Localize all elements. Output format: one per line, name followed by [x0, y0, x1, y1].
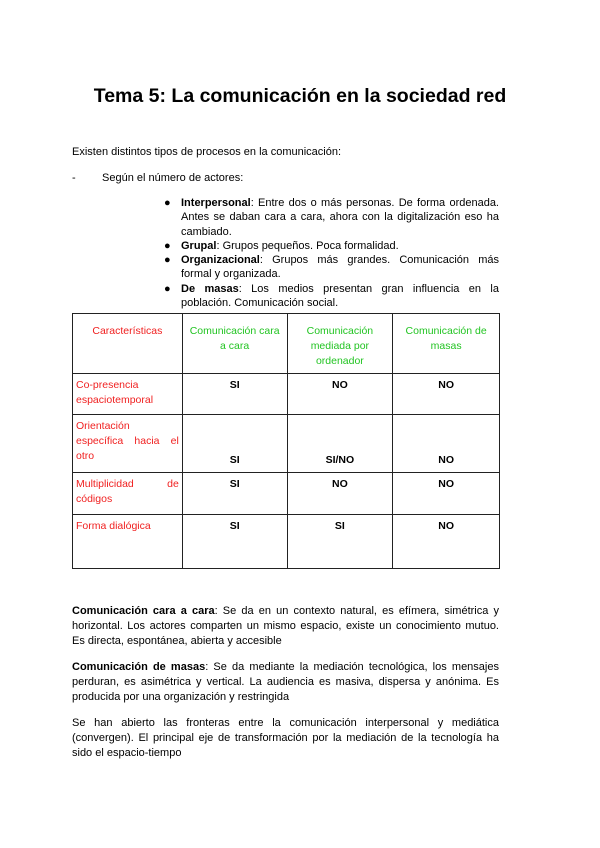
header-cell: Características [73, 314, 183, 374]
bullet-text: : Grupos más grandes. Comunicación más formal y organizada. [181, 254, 499, 281]
bullet-term: Interpersonal [181, 197, 251, 209]
intro-paragraph: Existen distintos tipos de procesos en la comunicación: [72, 146, 342, 158]
comparison-table [72, 313, 500, 569]
section-convergence [72, 716, 499, 761]
dash-item-text: Según el número de actores: [102, 172, 244, 184]
bullet-icon: ● [164, 197, 171, 209]
cell: SI/NO [287, 415, 393, 473]
header-cell: Comunicación cara a cara [182, 314, 287, 374]
table-header-row [73, 314, 500, 374]
bullet-icon: ● [164, 282, 171, 295]
table-row [73, 515, 500, 569]
row-label: Forma dialógica [73, 515, 183, 569]
cell: NO [393, 415, 500, 473]
bullet-text: : Los medios presentan gran influencia en la población. Comunicación social. [181, 282, 499, 310]
cell: NO [393, 473, 500, 515]
cell: NO [287, 473, 393, 515]
cell: SI [182, 515, 287, 569]
bullet-icon: ● [164, 254, 171, 267]
list-item [164, 253, 499, 282]
bullet-text: : Entre dos o más personas. De forma ordenada. Antes se daban cara a cara, ahora con la digitalización eso ha cambiado. [181, 197, 499, 238]
bullet-text: : Grupos pequeños. Poca formalidad. [216, 239, 399, 252]
section-term: Comunicación de masas [72, 661, 206, 673]
row-label: Co-presencia espaciotemporal [73, 374, 183, 415]
cell: SI [287, 515, 393, 569]
bullet-term: Grupal [181, 239, 217, 252]
section-term: Comunicación cara a cara [72, 605, 215, 617]
row-label: Multiplicidad de códigos [73, 473, 183, 515]
list-item [164, 239, 499, 253]
bullet-term: Organizacional [181, 254, 260, 267]
bullet-icon: ● [164, 239, 171, 252]
section-cara-a-cara [72, 604, 499, 649]
list-item [164, 282, 499, 311]
cell: SI [182, 374, 287, 415]
section-text: : Se da mediante la mediación tecnológica, los mensajes perduran, es asimétrica y vertical. La audiencia es masiva, dispersa y anónima. Es producida por una organización y restringida [72, 661, 499, 703]
table-row [73, 415, 500, 473]
table-row [73, 374, 500, 415]
cell: SI [182, 415, 287, 473]
bullet-term: De masas [181, 282, 239, 295]
actor-types-list [164, 196, 499, 310]
row-label: Orientación específica hacia el otro [73, 415, 183, 473]
list-item [164, 196, 499, 239]
section-masas [72, 660, 499, 705]
dash-marker: - [72, 172, 76, 184]
section-text: : Se da en un contexto natural, es efímera, simétrica y horizontal. Los actores comparten un mismo espacio, existe un conocimiento mutuo. Es directa, espontánea, abierta y accesible [72, 605, 499, 647]
page-title: Tema 5: La comunicación en la sociedad red [93, 85, 507, 107]
cell: NO [393, 515, 500, 569]
cell: SI [182, 473, 287, 515]
dash-list-item [72, 172, 243, 184]
table-row [73, 473, 500, 515]
header-cell: Comunicación mediada por ordenador [287, 314, 393, 374]
cell: NO [393, 374, 500, 415]
header-cell: Comunicación de masas [393, 314, 500, 374]
section-text: Se han abierto las fronteras entre la comunicación interpersonal y mediática (convergen). El principal eje de transformación por la mediación de la tecnología ha sido el espacio-tiempo [72, 717, 499, 759]
cell: NO [287, 374, 393, 415]
